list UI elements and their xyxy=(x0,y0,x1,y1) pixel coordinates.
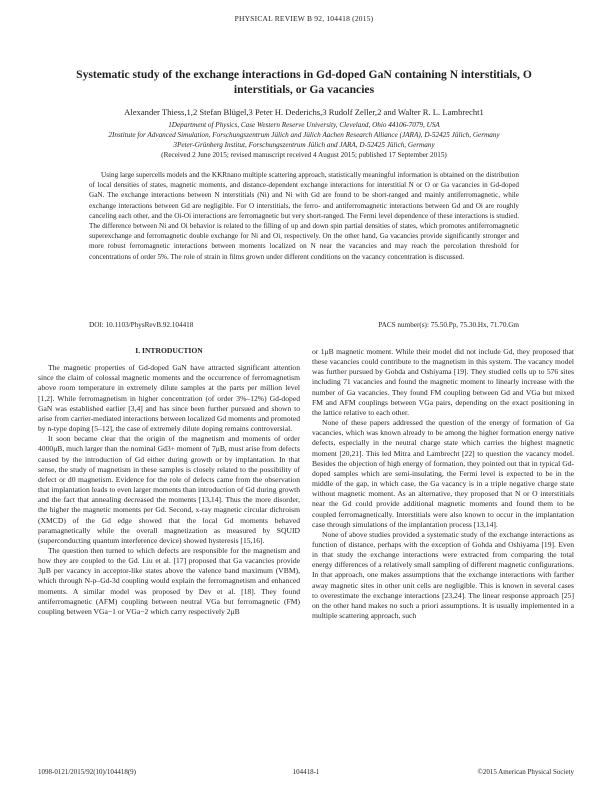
author-list: Alexander Thiess,1,2 Stefan Blügel,3 Peter H. Dederichs,3 Rudolf Zeller,2 and Walter R. L. Lambrecht1 xyxy=(124,107,484,117)
abstract: Using large supercells models and the KKRnano multiple scattering approach, statistically meaningful information is obtained on the distribution of local densities of states, magnetic moments, and distance-dependent exchange interactions for interstitial N or O or Ga vacancies in Gd-doped GaN. The exchange interactions between N interstitials (Ni) and Ni with Gd are found to be short-ranged and mainly antiferromagnetic, while exchange interactions between Gd are negligible. For O interstitials, the ferro- and antiferromagnetic interactions between Gd and Oi are roughly canceling each other, and the Oi-Oi interactions are ferromagnetic but very short-ranged. The Fermi level dependence of these interactions is studied. The difference between Ni and Oi behavior is related to the filling of up and down spin partial densities of states, which promotes antiferromagnetic superexchange and ferromagnetic double exchange for Ni and Oi, respectively. On the other hand, Ga vacancies provide significantly stronger and more robust ferromagnetic interactions between moments localized on N near the vacancies and may reach the percolation threshold for concentrations of order 5%. The role of strain in films grown under different conditions on the vacancy concentration is discussed. xyxy=(89,171,519,261)
footer-identifier: 1098-0121/2015/92(10)/104418(9) xyxy=(38,768,136,776)
copyright: ©2015 American Physical Society xyxy=(477,768,574,776)
pacs-numbers: PACS number(s): 75.50.Pp, 75.30.Hx, 71.70.Gm xyxy=(378,321,519,329)
paragraph: It soon became clear that the origin of the magnetism and moments of order 4000μB, much larger than the nominal Gd3+ moment of 7μB, must arise from defects caused by the introduction of Gd either during growth or by implantation. In that sense, the study of magnetism in these samples is closely related to the possibility of defect or d0 magnetism. Evidence for the role of defects came from the observation that implantation leads to even larger moments than introduction of Gd during growth and the fact that annealing decreased the moments [13,14]. Thus the more disorder, the higher the magnetic moments per Gd. Second, x-ray magnetic circular dichroism (XMCD) of the Gd edge showed that the local Gd moments behaved paramagnetically while the overall magnetization as measured by SQUID (superconducting quantum interference device) showed hysteresis [15,16]. xyxy=(38,434,300,545)
affiliation-2: 2Institute for Advanced Simulation, Forschungszentrum Jülich and Jülich Aachen Research Alliance (JARA), D-52425 Jülich, Germany xyxy=(108,131,500,139)
paragraph: or 1μB magnetic moment. While their model did not include Gd, they proposed that these vacancies could contribute to the magnetism in this system. The vacancy model was further pursued by Gohda and Oshiyama [19]. They studied cells up to 576 sites including 71 vacancies and found the magnetic moment to linearly increase with the number of Ga vacancies. They found FM coupling between Gd and VGa but mixed FM and AFM couplings between VGa pairs, depending on the exact positioning in the lattice relative to each other. xyxy=(312,347,574,417)
affiliation-1: 1Department of Physics, Case Western Reserve University, Cleveland, Ohio 44106-7079, USA xyxy=(168,121,440,129)
section-heading: I. INTRODUCTION xyxy=(135,346,203,355)
doi-pacs-line xyxy=(89,320,519,330)
page-number: 104418-1 xyxy=(292,768,320,776)
doi-link[interactable]: DOI: 10.1103/PhysRevB.92.104418 xyxy=(89,321,194,329)
affiliation-3: 3Peter-Grünberg Institut, Forschungszentrum Jülich and JARA, D-52425 Jülich, Germany xyxy=(173,141,435,149)
paragraph: None of these papers addressed the question of the energy of formation of Ga vacancies, which was known already to be among the higher formation energy native defects, especially in the neutral charge state which carries the highest magnetic moment [20,21]. This led Mitra and Lambrecht [22] to question the vacancy model. Besides the objection of high energy of formation, they pointed out that in typical Gd-doped samples which are semi-insulating, the Fermi level is expected to be in the middle of the gap, in which case, the Ga vacancy is in a triple negative charge state without magnetic moment. As an alternative, they proposed that N or O interstitials near the Gd could provide additional magnetic moments and found them to be coupled ferromagnetically. Interstitials were also known to occur in the implantation case through simulations of the implantation process [13,14]. xyxy=(312,418,574,529)
paragraph: The question then turned to which defects are responsible for the magnetism and how they are coupled to the Gd. Liu et al. [17] proposed that Ga vacancies provide 3μB per vacancy in acceptor-like states above the valence band maximum (VBM), which through N-p–Gd-3d coupling would explain the ferromagnetism and enhanced moments. A similar model was proposed by Dev et al. [18]. They found antiferromagnetic (AFM) coupling between neutral VGa but ferromagnetic (FM) coupling between VGa−1 or VGa−2 which carry respectively 2μB xyxy=(38,545,300,616)
paragraph: None of above studies provided a systematic study of the exchange interactions as function of distance, perhaps with the exception of Gohda and Oshiyama [19]. Even in that study the exchange interactions were extracted from comparing the total energy differences of a relatively small sampling of different magnetic configurations. In that approach, one makes assumptions that the exchange interactions with farther away magnetic sites in other unit cells are negligible. This is known in several cases to overestimate the exchange interactions [23,24]. The linear response approach [25] on the other hand makes no such a priori assumptions. It is usually implemented in a multiple scattering approach, such xyxy=(312,529,574,621)
paragraph: The magnetic properties of Gd-doped GaN have attracted significant attention since the claim of colossal magnetic moments and the occurrence of ferromagnetism above room temperature in extremely dilute samples at the parts per million level [1,2]. While ferromagnetism in higher concentration (of order 3%–12%) Gd-doped GaN was established earlier [3,4] and has since been further pursued and shown to arise from carrier-mediated interactions between localized Gd moments and promoted by n-type doping [5–12], the case of extremely dilute doping remains controversial. xyxy=(38,363,300,434)
paper-title: Systematic study of the exchange interactions in Gd-doped GaN containing N interstitials, O interstitials, or Ga vacancies xyxy=(76,68,532,96)
right-column xyxy=(312,347,574,621)
received-dates: (Received 2 June 2015; revised manuscript received 4 August 2015; published 17 September 2015) xyxy=(161,151,447,159)
journal-header: PHYSICAL REVIEW B 92, 104418 (2015) xyxy=(234,14,374,23)
left-column xyxy=(38,346,300,617)
affiliations xyxy=(40,120,568,160)
